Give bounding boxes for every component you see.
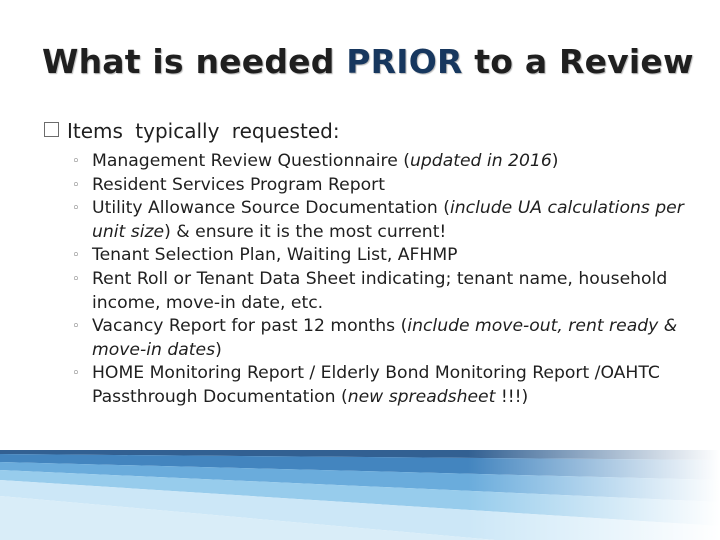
circle-bullet-icon: ◦ [72, 366, 80, 382]
circle-bullet-icon: ◦ [72, 201, 80, 217]
item-text: Tenant Selection Plan, Waiting List, AFHMP [92, 245, 458, 266]
item-text: ) & ensure it is the most current! [164, 221, 447, 242]
circle-bullet-icon: ◦ [72, 154, 80, 169]
italic-text: include move-out, rent ready & move-in dates [92, 316, 678, 360]
square-bullet-icon [44, 122, 59, 137]
requested-items-list [72, 150, 692, 410]
item-text: ) [551, 151, 559, 171]
item-text: Management Review Questionnaire ( [92, 151, 410, 171]
italic-text: updated in 2016 [409, 151, 552, 171]
list-item [72, 244, 692, 268]
italic-text: new spreadsheet [347, 386, 496, 407]
title-part-3: to a Review [462, 42, 694, 81]
item-text: Rent Roll or Tenant Data Sheet indicating; tenant name, household income, move-in date, etc. [92, 268, 668, 313]
list-item [72, 268, 692, 315]
item-text: ) [215, 339, 222, 360]
blue-stripes-decoration [0, 450, 720, 540]
list-item [72, 362, 692, 409]
title-emphasis-prior: PRIOR [346, 42, 463, 81]
slide-title [42, 42, 694, 81]
circle-bullet-icon: ◦ [72, 177, 80, 193]
list-item [72, 315, 692, 362]
list-item [72, 150, 692, 174]
italic-text: include UA calculations per unit size [92, 198, 684, 242]
item-text: Vacancy Report for past 12 months ( [92, 316, 408, 337]
items-heading [44, 119, 340, 143]
item-text: Utility Allowance Source Documentation ( [92, 198, 450, 219]
circle-bullet-icon: ◦ [72, 319, 80, 335]
list-item [72, 197, 692, 244]
circle-bullet-icon: ◦ [72, 248, 80, 264]
item-text: Resident Services Program Report [92, 174, 385, 195]
list-item [72, 174, 692, 198]
title-part-1: What is needed [42, 42, 347, 81]
circle-bullet-icon: ◦ [72, 271, 80, 287]
items-heading-text: Items typically requested: [67, 119, 340, 143]
item-text: !!!) [495, 386, 529, 407]
item-text: HOME Monitoring Report / Elderly Bond Monitoring Report /OAHTC Passthrough Documentation ( [92, 363, 660, 407]
